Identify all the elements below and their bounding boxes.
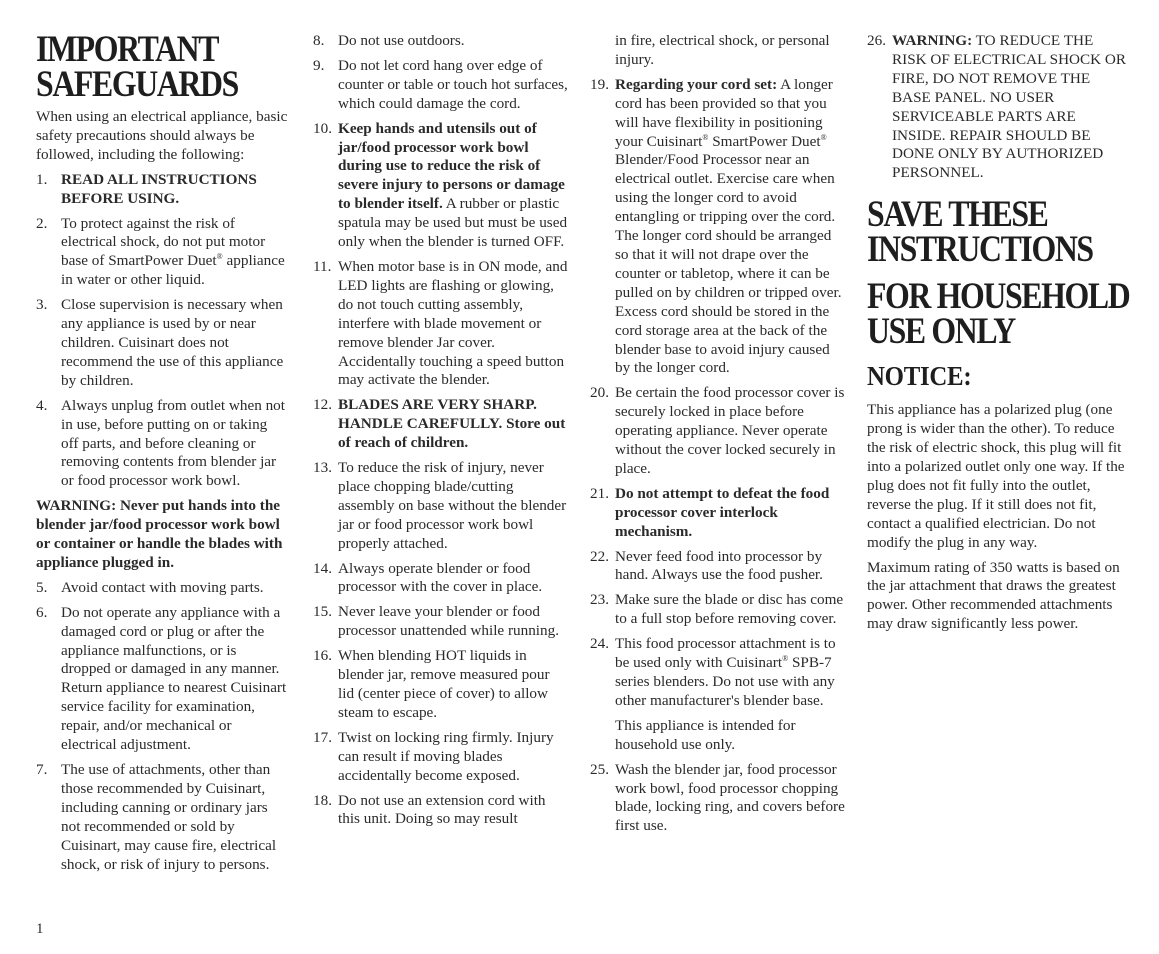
safeguard-item-16: 16. When blending HOT liquids in blender jar, remove measured pour lid (center piece of cover) to allow steam to escape. <box>313 647 550 721</box>
safeguard-item-26: 26. WARNING: TO REDUCE THE RISK OF ELECTRICAL SHOCK OR FIRE, DO NOT REMOVE THE BASE PANEL. NO USER SERVICEABLE PARTS ARE INSIDE. REPAIR SHOULD BE DONE ONLY BY AUTHORIZED PERSONNEL. <box>867 32 1127 182</box>
column-1 <box>36 29 288 880</box>
safeguard-item-8: 8. Do not use outdoors. <box>313 32 465 49</box>
safeguard-item-13: 13. To reduce the risk of injury, never place chopping blade/cutting assembly on base without the blender jar or food processor work bowl properly attached. <box>313 459 567 552</box>
notice-max-rating-paragraph: Maximum rating of 350 watts is based on the jar attachment that draws the greatest power. Other recommended attachments may draw significantly less power. <box>867 558 1120 633</box>
safeguard-item-14: 14. Always operate blender or food processor with the cover in place. <box>313 559 543 596</box>
safeguard-item-17: 17. Twist on locking ring firmly. Injury can result if moving blades accidentally become exposed. <box>313 728 554 784</box>
safeguard-item-25: 25. Wash the blender jar, food processor work bowl, food processor chopping blade, locking ring, and covers before first use. <box>590 760 845 835</box>
safeguard-item-12: 12. BLADES ARE VERY SHARP. HANDLE CAREFULLY. Store out of reach of children. <box>313 396 566 452</box>
safeguard-item-23: 23. Make sure the blade or disc has come to a full stop before removing cover. <box>590 591 844 628</box>
safeguard-item-5: 5. Avoid contact with moving parts. <box>36 578 264 596</box>
safeguard-item-22: 22. Never feed food into processor by hand. Always use the food pusher. <box>590 547 823 584</box>
safeguard-item-1: 1. READ ALL INSTRUCTIONS BEFORE USING. <box>36 170 257 207</box>
notice-polarized-plug-paragraph: This appliance has a polarized plug (one prong is wider than the other). To reduce the risk of electric shock, this plug will fit into a polarized outlet only one way. If the plug does not fit fully into the outlet, reverse the plug. If it still does not fit, contact a qualified electrician. Do not modify the plug in any way. <box>867 401 1125 551</box>
safeguard-item-7: 7. The use of attachments, other than those recommended by Cuisinart, including canning or ordinary jars not recommended or sold by Cuisinart, may cause fire, electrical shock, or risk of injury to persons. <box>36 761 277 873</box>
column-2 <box>313 32 569 835</box>
safeguard-item-24: 24. This food processor attachment is to be used only with Cuisinart® SPB-7 series blenders. Do not use with any other manufacturer's blender base. <box>590 635 836 709</box>
page-number: 1 <box>36 921 44 937</box>
safeguard-item-19: 19. Regarding your cord set: A longer cord has been provided so that you will have flexibility in positioning your Cuisinart® SmartPower Duet® Blender/Food Processor near an electrical outlet. Exercise care when using the longer cord to avoid entangling or tripping over the cord. The longer cord should be arranged so that it will not drape over the counter or tabletop, where it can be pulled on by children or tripped over. Excess cord should be stored in the cord storage area at the back of the blender base to avoid injury caused by the longer cord. <box>590 75 842 377</box>
safeguard-item-3: 3. Close supervision is necessary when any appliance is used by or near children. Cuisinart does not recommend the use of this appliance by children. <box>36 296 284 389</box>
intro-paragraph: When using an electrical appliance, basic safety precautions should always be followed, including the following: <box>36 108 288 163</box>
safeguard-item-4: 4. Always unplug from outlet when not in use, before putting on or taking off parts, and before cleaning or removing contents from blender jar or food processor work bowl. <box>36 396 285 490</box>
safeguard-item-15: 15. Never leave your blender or food processor unattended while running. <box>313 603 560 640</box>
safeguard-item-9: 9. Do not let cord hang over edge of counter or table or touch hot surfaces, which could damage the cord. <box>313 56 568 112</box>
column-3 <box>590 32 846 842</box>
safeguard-item-11: 11. When motor base is in ON mode, and LED lights are flashing or glowing, do not touch cutting assembly, interfere with blade movement or remove blender Jar cover. Accidentally touching a speed button may activate the blender. <box>313 257 568 389</box>
column-4 <box>867 32 1129 640</box>
safeguard-item-18: 18. Do not use an extension cord with this unit. Doing so may result <box>313 791 546 828</box>
safeguard-item-21: 21. Do not attempt to defeat the food processor cover interlock mechanism. <box>590 484 830 540</box>
safeguard-item-10: 10. Keep hands and utensils out of jar/food processor work bowl during use to reduce the risk of severe injury to persons or damage to blender itself. A rubber or plastic spatula may be used but must be used only when the blender is turned OFF. <box>313 119 568 251</box>
safeguard-item-2: 2. To protect against the risk of electrical shock, do not put motor base of SmartPower Duet® appliance in water or other liquid. <box>36 214 285 289</box>
safeguard-item-20: 20. Be certain the food processor cover is securely locked in place before operating appliance. Never operate without the cover locked securely in place. <box>590 384 845 477</box>
heading-for-household-use-only: FOR HOUSEHOLD USE ONLY <box>867 276 1130 353</box>
title-important-safeguards: IMPORTANT SAFEGUARDS <box>36 29 238 105</box>
warning-hands-paragraph: WARNING: Never put hands into the blender jar/food processor work bowl or container or handle the blades with appliance plugged in. <box>36 497 283 571</box>
heading-notice: NOTICE: <box>867 361 972 392</box>
safeguard-item-18-continued: in fire, electrical shock, or personal injury. <box>615 32 830 68</box>
household-use-note: This appliance is intended for household use only. <box>615 716 796 753</box>
safeguard-item-6: 6. Do not operate any appliance with a damaged cord or plug or after the appliance malfunctions, or is dropped or damaged in any manner. Return appliance to nearest Cuisinart service facility for examination, repair, and/or mechanical or electrical adjustment. <box>36 603 287 754</box>
heading-save-these-instructions: SAVE THESE INSTRUCTIONS <box>867 194 1093 271</box>
